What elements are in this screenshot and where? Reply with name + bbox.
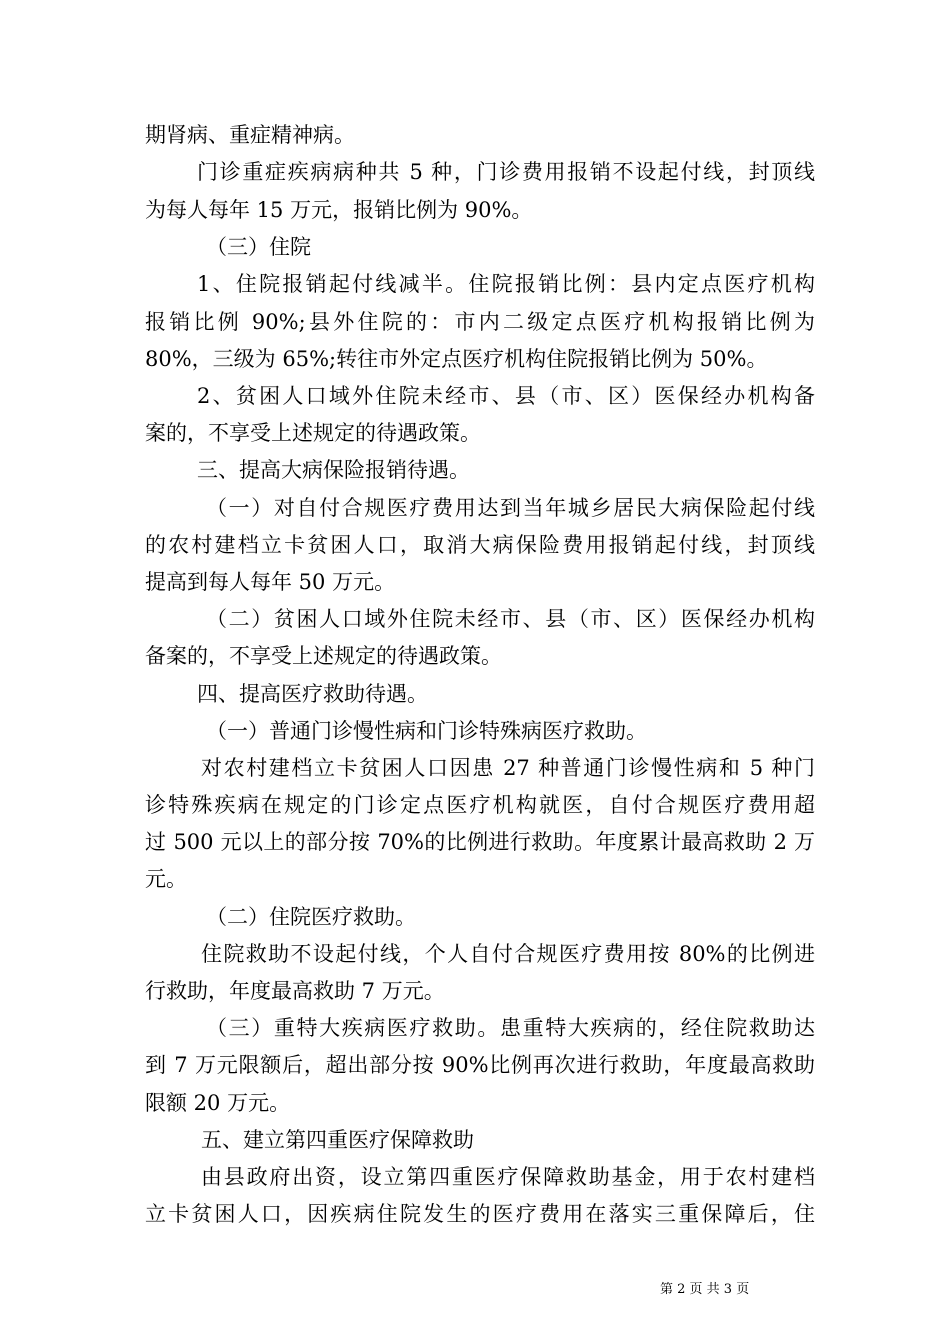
text-line-8: 2、贫困人口域外住院未经市、县（市、区）医保经办机构备: [197, 384, 815, 408]
text-line-23: 住院救助不设起付线，个人自付合规医疗费用按 80%的比例进: [201, 942, 815, 966]
text-line-20: 过 500 元以上的部分按 70%的比例进行救助。年度累计最高救助 2 万: [145, 830, 815, 854]
text-line-15: 备案的，不享受上述规定的待遇政策。: [145, 644, 502, 668]
page-number-footer: 第 2 页 共 3 页: [660, 1282, 750, 1297]
text-line-26: 到 7 万元限额后，超出部分按 90%比例再次进行救助，年度最高救助: [145, 1053, 815, 1077]
text-line-10: 三、提高大病保险报销待遇。: [197, 458, 470, 482]
text-line-9: 案的，不享受上述规定的待遇政策。: [145, 421, 481, 445]
text-line-24: 行救助，年度最高救助 7 万元。: [145, 979, 445, 1003]
text-line-2: 门诊重症疾病病种共 5 种，门诊费用报销不设起付线，封顶线: [197, 160, 815, 184]
text-line-5: 1、住院报销起付线减半。住院报销比例：县内定点医疗机构: [197, 272, 815, 296]
text-line-19: 诊特殊疾病在规定的门诊定点医疗机构就医，自付合规医疗费用超: [145, 793, 815, 817]
text-line-12: 的农村建档立卡贫困人口，取消大病保险费用报销起付线，封顶线: [145, 533, 815, 557]
text-line-21: 元。: [145, 867, 187, 891]
text-line-16: 四、提高医疗救助待遇。: [197, 682, 428, 706]
text-line-17: （一）普通门诊慢性病和门诊特殊病医疗救助。: [206, 719, 647, 743]
text-line-7: 80%，三级为 65%;转往市外定点医疗机构住院报销比例为 50%。: [145, 347, 768, 371]
text-line-1: 期肾病、重症精神病。: [145, 123, 355, 147]
text-line-14: （二）贫困人口域外住院未经市、县（市、区）医保经办机构: [206, 607, 815, 631]
text-line-22: （二）住院医疗救助。: [206, 905, 416, 929]
text-line-4: （三）住院: [206, 235, 311, 259]
text-line-25: （三）重特大疾病医疗救助。患重特大疾病的，经住院救助达: [206, 1016, 815, 1040]
text-line-30: 立卡贫困人口，因疾病住院发生的医疗费用在落实三重保障后，住: [145, 1202, 815, 1226]
text-line-29: 由县政府出资，设立第四重医疗保障救助基金，用于农村建档: [201, 1165, 815, 1189]
text-line-18: 对农村建档立卡贫困人口因患 27 种普通门诊慢性病和 5 种门: [201, 756, 815, 780]
text-line-6: 报销比例 90%;县外住院的：市内二级定点医疗机构报销比例为: [145, 310, 815, 334]
text-line-11: （一）对自付合规医疗费用达到当年城乡居民大病保险起付线: [206, 496, 815, 520]
text-line-3: 为每人每年 15 万元，报销比例为 90%。: [145, 198, 533, 222]
text-line-27: 限额 20 万元。: [145, 1091, 291, 1115]
text-line-28: 五、建立第四重医疗保障救助: [201, 1128, 474, 1152]
text-line-13: 提高到每人每年 50 万元。: [145, 570, 396, 594]
